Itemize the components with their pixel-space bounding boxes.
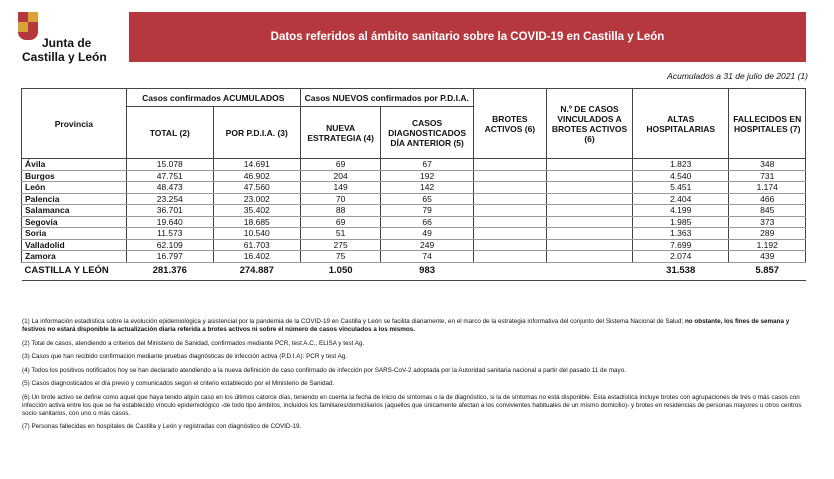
header-altas: ALTAS HOSPITALARIAS [633,89,729,159]
total-dia-anterior: 983 [381,262,473,280]
cell-vinculados [547,170,633,182]
table-row [22,216,806,228]
cell-brotes [473,170,546,182]
total-total: 281.376 [126,262,213,280]
total-nueva: 1.050 [300,262,381,280]
cell-dia-anterior: 66 [381,216,473,228]
header-nueva: NUEVA ESTRATEGIA (4) [300,107,381,159]
cell-provincia: Soria [22,228,127,240]
table-row [22,228,806,240]
cell-nueva: 275 [300,239,381,251]
coat-of-arms-icon [18,12,38,46]
cell-provincia: Segovia [22,216,127,228]
cell-altas: 1.823 [633,159,729,171]
cell-dia-anterior: 65 [381,193,473,205]
cell-brotes [473,228,546,240]
cell-pdia: 46.902 [213,170,300,182]
cell-pdia: 61.703 [213,239,300,251]
cell-fallecidos: 845 [729,205,806,217]
cell-provincia: Valladolid [22,239,127,251]
cell-vinculados [547,193,633,205]
cell-fallecidos: 731 [729,170,806,182]
cell-fallecidos: 289 [729,228,806,240]
cell-total: 11.573 [126,228,213,240]
cell-altas: 2.074 [633,251,729,263]
note-2: (2) Total de casos, atendiendo a criterios del Ministerio de Sanidad, confirmados mediante PCR, test A.C., ELISA y test Ag. [22,339,365,347]
header-group-acumulados: Casos confirmados ACUMULADOS [126,89,300,107]
covid-table [21,88,806,281]
cell-fallecidos: 348 [729,159,806,171]
note-6: (6) Un brote activo se define como aquel que haya tenido algún caso en los últimos catorce días, teniendo en cuenta la fecha de inicio de síntomas o la de diagnóstico, si la de síntomas no está disponible. Esta estadística incluye brotes con agrupaciones de tres o más casos con infección activa entre los que se ha establecido vínculo epidemiológico -de todo tipo ámbitos, incluidos los familiares/domiciliarios (aquellos que únicamente afectan a los convivientes habituales de un mismo domicilio)- y brotes en residencias de personas mayores u otros centros socio sanitarios, con uno o más casos. [22,393,802,417]
cell-dia-anterior: 79 [381,205,473,217]
cell-total: 62.109 [126,239,213,251]
cell-pdia: 18.685 [213,216,300,228]
header-pdia: POR P.D.I.A. (3) [213,107,300,159]
cell-fallecidos: 1.174 [729,182,806,194]
table-row [22,239,806,251]
page-title: Datos referidos al ámbito sanitario sobre la COVID-19 en Castilla y León [129,12,806,62]
cell-vinculados [547,159,633,171]
cell-fallecidos: 373 [729,216,806,228]
table-row [22,193,806,205]
cell-dia-anterior: 249 [381,239,473,251]
header-fallecidos: FALLECIDOS EN HOSPITALES (7) [729,89,806,159]
cell-dia-anterior: 49 [381,228,473,240]
cell-vinculados [547,251,633,263]
cell-dia-anterior: 67 [381,159,473,171]
total-altas: 31.538 [633,262,729,280]
cell-total: 47.751 [126,170,213,182]
note-3: (3) Casos que han recibido confirmación mediante pruebas diagnósticas de infección activa (P.D.I.A): PCR y test Ag. [22,353,348,360]
cell-altas: 4.540 [633,170,729,182]
cell-brotes [473,216,546,228]
note-1-bold: no obstante, los fines de semana y festivos no estará disponible la actualización diaria referida a brotes activos ni sobre el número de casos vinculados a los mismos. [22,318,790,333]
cell-nueva: 51 [300,228,381,240]
header-total: TOTAL (2) [126,107,213,159]
cell-provincia: Zamora [22,251,127,263]
table-row [22,170,806,182]
footnotes [22,318,812,437]
cell-provincia: Burgos [22,170,127,182]
note-1: (1) La información estadística sobre la evolución epidemiológica y asistencial por la pandemia de la COVID-19 en Castilla y León se facilita diariamente, en el marco de la estrategia informativa del conjunto del Sistema Nacional de Salud; no obstante, los fines de semana y festivos no estará disponible la actualización diaria referida a brotes activos ni sobre el número de casos vinculados a los mismos. [22,318,790,333]
header-brotes: BROTES ACTIVOS (6) [473,89,546,159]
cell-brotes [473,251,546,263]
total-brotes [473,262,546,280]
cell-brotes [473,193,546,205]
cell-brotes [473,239,546,251]
cell-nueva: 204 [300,170,381,182]
cell-vinculados [547,182,633,194]
cell-pdia: 16.402 [213,251,300,263]
total-provincia: CASTILLA Y LEÓN [22,262,127,280]
cell-total: 19.640 [126,216,213,228]
note-4: (4) Todos los positivos notificados hoy se han declarado atendiendo a la nueva definición de caso confirmado de infección por SARS-CoV-2 adoptada por la Autoridad sanitaria nacional a partir del pasado 11 de mayo. [22,366,626,374]
cell-dia-anterior: 74 [381,251,473,263]
cell-provincia: Salamanca [22,205,127,217]
cell-nueva: 149 [300,182,381,194]
header-group-nuevos: Casos NUEVOS confirmados por P.D.I.A. [300,89,473,107]
logo-line2: Castilla y León [22,50,107,64]
table-row [22,159,806,171]
table-row [22,205,806,217]
cell-nueva: 69 [300,159,381,171]
total-fallecidos: 5.857 [729,262,806,280]
cell-vinculados [547,239,633,251]
cell-altas: 2.404 [633,193,729,205]
header-vinculados: N.º DE CASOS VINCULADOS A BROTES ACTIVOS (6) [547,89,633,159]
cell-total: 48.473 [126,182,213,194]
header-provincia: Provincia [22,89,127,159]
logo-line1: Junta de [42,36,92,50]
cell-fallecidos: 466 [729,193,806,205]
cell-vinculados [547,216,633,228]
total-vinculados [547,262,633,280]
cell-altas: 1.363 [633,228,729,240]
cell-provincia: León [22,182,127,194]
header-dia-anterior: CASOS DIAGNOSTICADOS DÍA ANTERIOR (5) [381,107,473,159]
junta-logo [18,12,108,62]
cell-brotes [473,205,546,217]
note-7: (7) Personas fallecidas en hospitales de Castilla y León y registradas con diagnóstico de COVID-19. [22,423,302,430]
cell-nueva: 88 [300,205,381,217]
cell-altas: 1.985 [633,216,729,228]
cell-altas: 7.699 [633,239,729,251]
cell-vinculados [547,205,633,217]
cell-pdia: 10.540 [213,228,300,240]
cell-altas: 4.199 [633,205,729,217]
cell-provincia: Palencia [22,193,127,205]
cell-fallecidos: 1.192 [729,239,806,251]
cell-nueva: 70 [300,193,381,205]
total-row [22,262,806,280]
total-pdia: 274.887 [213,262,300,280]
cell-total: 16.797 [126,251,213,263]
cell-pdia: 14.691 [213,159,300,171]
cell-nueva: 75 [300,251,381,263]
cell-nueva: 69 [300,216,381,228]
cell-brotes [473,159,546,171]
cell-total: 15.078 [126,159,213,171]
cell-vinculados [547,228,633,240]
cell-total: 23.254 [126,193,213,205]
cell-total: 36.701 [126,205,213,217]
table-row [22,251,806,263]
cell-pdia: 23.002 [213,193,300,205]
note-5: (5) Casos diagnosticados el día previo y comunicados según el criterio establecido por el Ministerio de Sanidad. [22,380,335,387]
cell-brotes [473,182,546,194]
cell-altas: 5.451 [633,182,729,194]
cell-provincia: Ávila [22,159,127,171]
cell-pdia: 47.560 [213,182,300,194]
cell-dia-anterior: 192 [381,170,473,182]
cell-dia-anterior: 142 [381,182,473,194]
cell-fallecidos: 439 [729,251,806,263]
accumulated-date: Acumulados a 31 de julio de 2021 (1) [667,71,808,81]
cell-pdia: 35.402 [213,205,300,217]
table-row [22,182,806,194]
